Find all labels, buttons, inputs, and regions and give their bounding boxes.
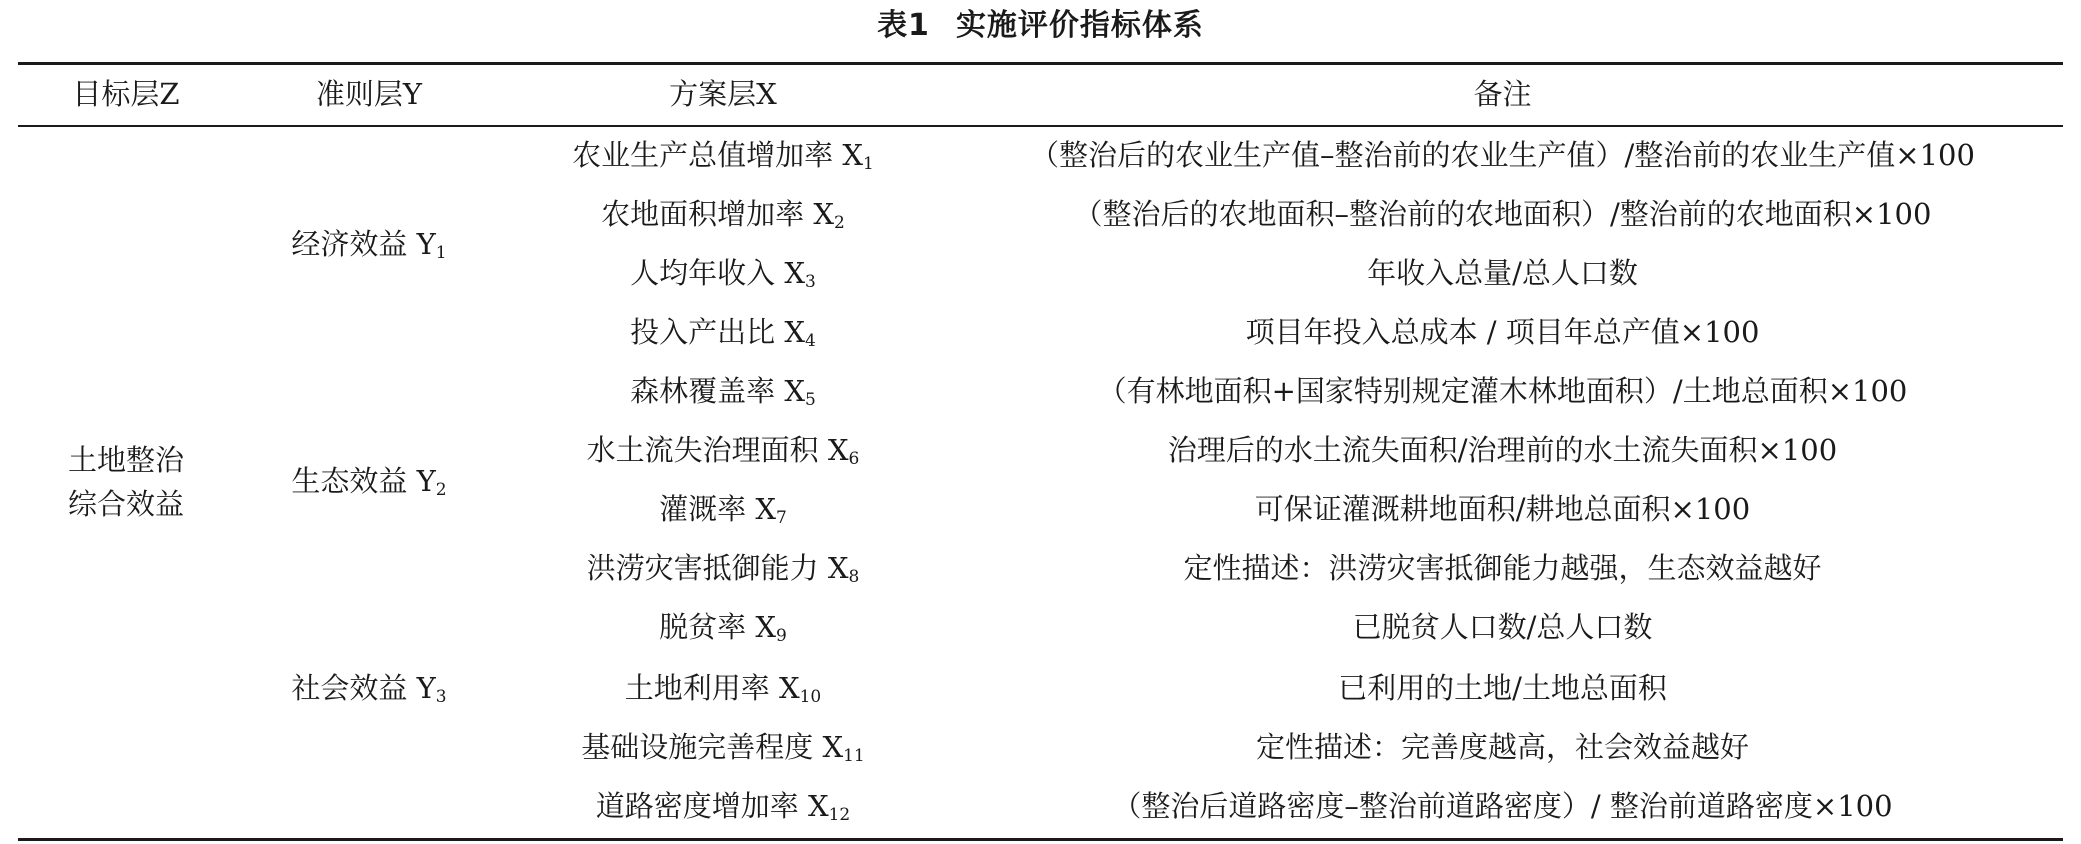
indicator-label: 农地面积增加率 X — [601, 197, 835, 231]
criterion-subscript: 3 — [435, 687, 447, 707]
indicator-subscript: 5 — [805, 390, 816, 410]
criterion-social — [234, 668, 504, 708]
header-goal-layer: 目标层Z — [72, 77, 180, 111]
indicator-row-9-note: 已脱贫人口数/总人口数 — [1352, 610, 1653, 644]
criterion-label: 社会效益 Y — [291, 671, 436, 705]
table-top-rule — [18, 62, 2063, 65]
table-bottom-rule — [18, 838, 2063, 841]
indicator-row-1-scheme — [504, 135, 942, 175]
indicator-row-4-note: 项目年投入总成本 / 项目年总产值×100 — [1245, 315, 1760, 349]
indicator-label: 人均年收入 X — [630, 256, 806, 290]
goal-line-2: 综合效益 — [67, 487, 184, 521]
table-header-rule — [18, 125, 2063, 127]
criterion-subscript: 1 — [435, 243, 447, 263]
indicator-subscript: 7 — [776, 508, 787, 528]
indicator-label: 水土流失治理面积 X — [586, 433, 849, 467]
indicator-subscript: 12 — [828, 805, 851, 825]
criterion-label: 经济效益 Y — [291, 227, 436, 261]
indicator-row-7-scheme — [504, 489, 942, 529]
indicator-label: 灌溉率 X — [659, 492, 777, 526]
indicator-label: 森林覆盖率 X — [630, 374, 806, 408]
indicator-row-6-scheme — [504, 430, 942, 470]
header-scheme-layer: 方案层X — [669, 77, 777, 111]
indicator-subscript: 4 — [805, 331, 816, 351]
indicator-label: 农业生产总值增加率 X — [572, 138, 864, 172]
criterion-ecological — [234, 461, 504, 501]
indicator-row-11-note: 定性描述：完善度越高，社会效益越好 — [1255, 730, 1749, 764]
indicator-subscript: 3 — [805, 272, 816, 292]
indicator-row-12-scheme — [504, 786, 942, 826]
indicator-row-5-note: （有林地面积+国家特别规定灌木林地面积）/土地总面积×100 — [1097, 374, 1908, 408]
indicator-row-2-note: （整治后的农地面积–整治前的农地面积）/整治前的农地面积×100 — [1073, 197, 1932, 231]
criterion-label: 生态效益 Y — [291, 464, 436, 498]
table-caption — [0, 4, 2081, 48]
indicator-row-1-note: （整治后的农业生产值–整治前的农业生产值）/整治前的农业生产值×100 — [1030, 138, 1975, 172]
indicator-row-11-scheme — [504, 727, 942, 767]
indicator-row-9-scheme — [504, 607, 942, 647]
indicator-row-7-note: 可保证灌溉耕地面积/耕地总面积×100 — [1254, 492, 1751, 526]
indicator-label: 洪涝灾害抵御能力 X — [586, 551, 849, 585]
header-criterion-layer: 准则层Y — [315, 77, 423, 111]
criterion-economic — [234, 224, 504, 264]
indicator-subscript: 11 — [843, 746, 865, 766]
indicator-subscript: 2 — [834, 213, 845, 233]
table-number: 表1 — [877, 8, 930, 43]
criterion-subscript: 2 — [435, 480, 447, 500]
indicator-subscript: 1 — [863, 154, 874, 174]
indicator-label: 脱贫率 X — [659, 610, 777, 644]
indicator-label: 土地利用率 X — [624, 671, 800, 705]
indicator-label: 投入产出比 X — [630, 315, 806, 349]
indicator-row-4-scheme — [504, 312, 942, 352]
indicator-subscript: 9 — [776, 626, 787, 646]
indicator-row-5-scheme — [504, 371, 942, 411]
indicator-subscript: 6 — [848, 449, 860, 469]
indicator-subscript: 10 — [799, 687, 822, 707]
indicator-row-6-note: 治理后的水土流失面积/治理前的水土流失面积×100 — [1167, 433, 1838, 467]
indicator-row-10-scheme — [504, 668, 942, 708]
indicator-row-2-scheme — [504, 194, 942, 234]
indicator-row-8-scheme — [504, 548, 942, 588]
goal-line-1: 土地整治 — [67, 443, 184, 477]
indicator-row-8-note: 定性描述：洪涝灾害抵御能力越强，生态效益越好 — [1183, 551, 1822, 585]
indicator-subscript: 8 — [848, 567, 860, 587]
indicator-row-3-scheme — [504, 253, 942, 293]
goal-cell — [18, 438, 234, 526]
table-title: 实施评价指标体系 — [955, 8, 1204, 43]
indicator-label: 道路密度增加率 X — [595, 789, 829, 823]
header-note: 备注 — [1473, 77, 1532, 111]
indicator-label: 基础设施完善程度 X — [581, 730, 844, 764]
indicator-row-12-note: （整治后道路密度–整治前道路密度）/ 整治前道路密度×100 — [1112, 789, 1893, 823]
indicator-row-10-note: 已利用的土地/土地总面积 — [1338, 671, 1667, 705]
indicator-row-3-note: 年收入总量/总人口数 — [1367, 256, 1638, 290]
